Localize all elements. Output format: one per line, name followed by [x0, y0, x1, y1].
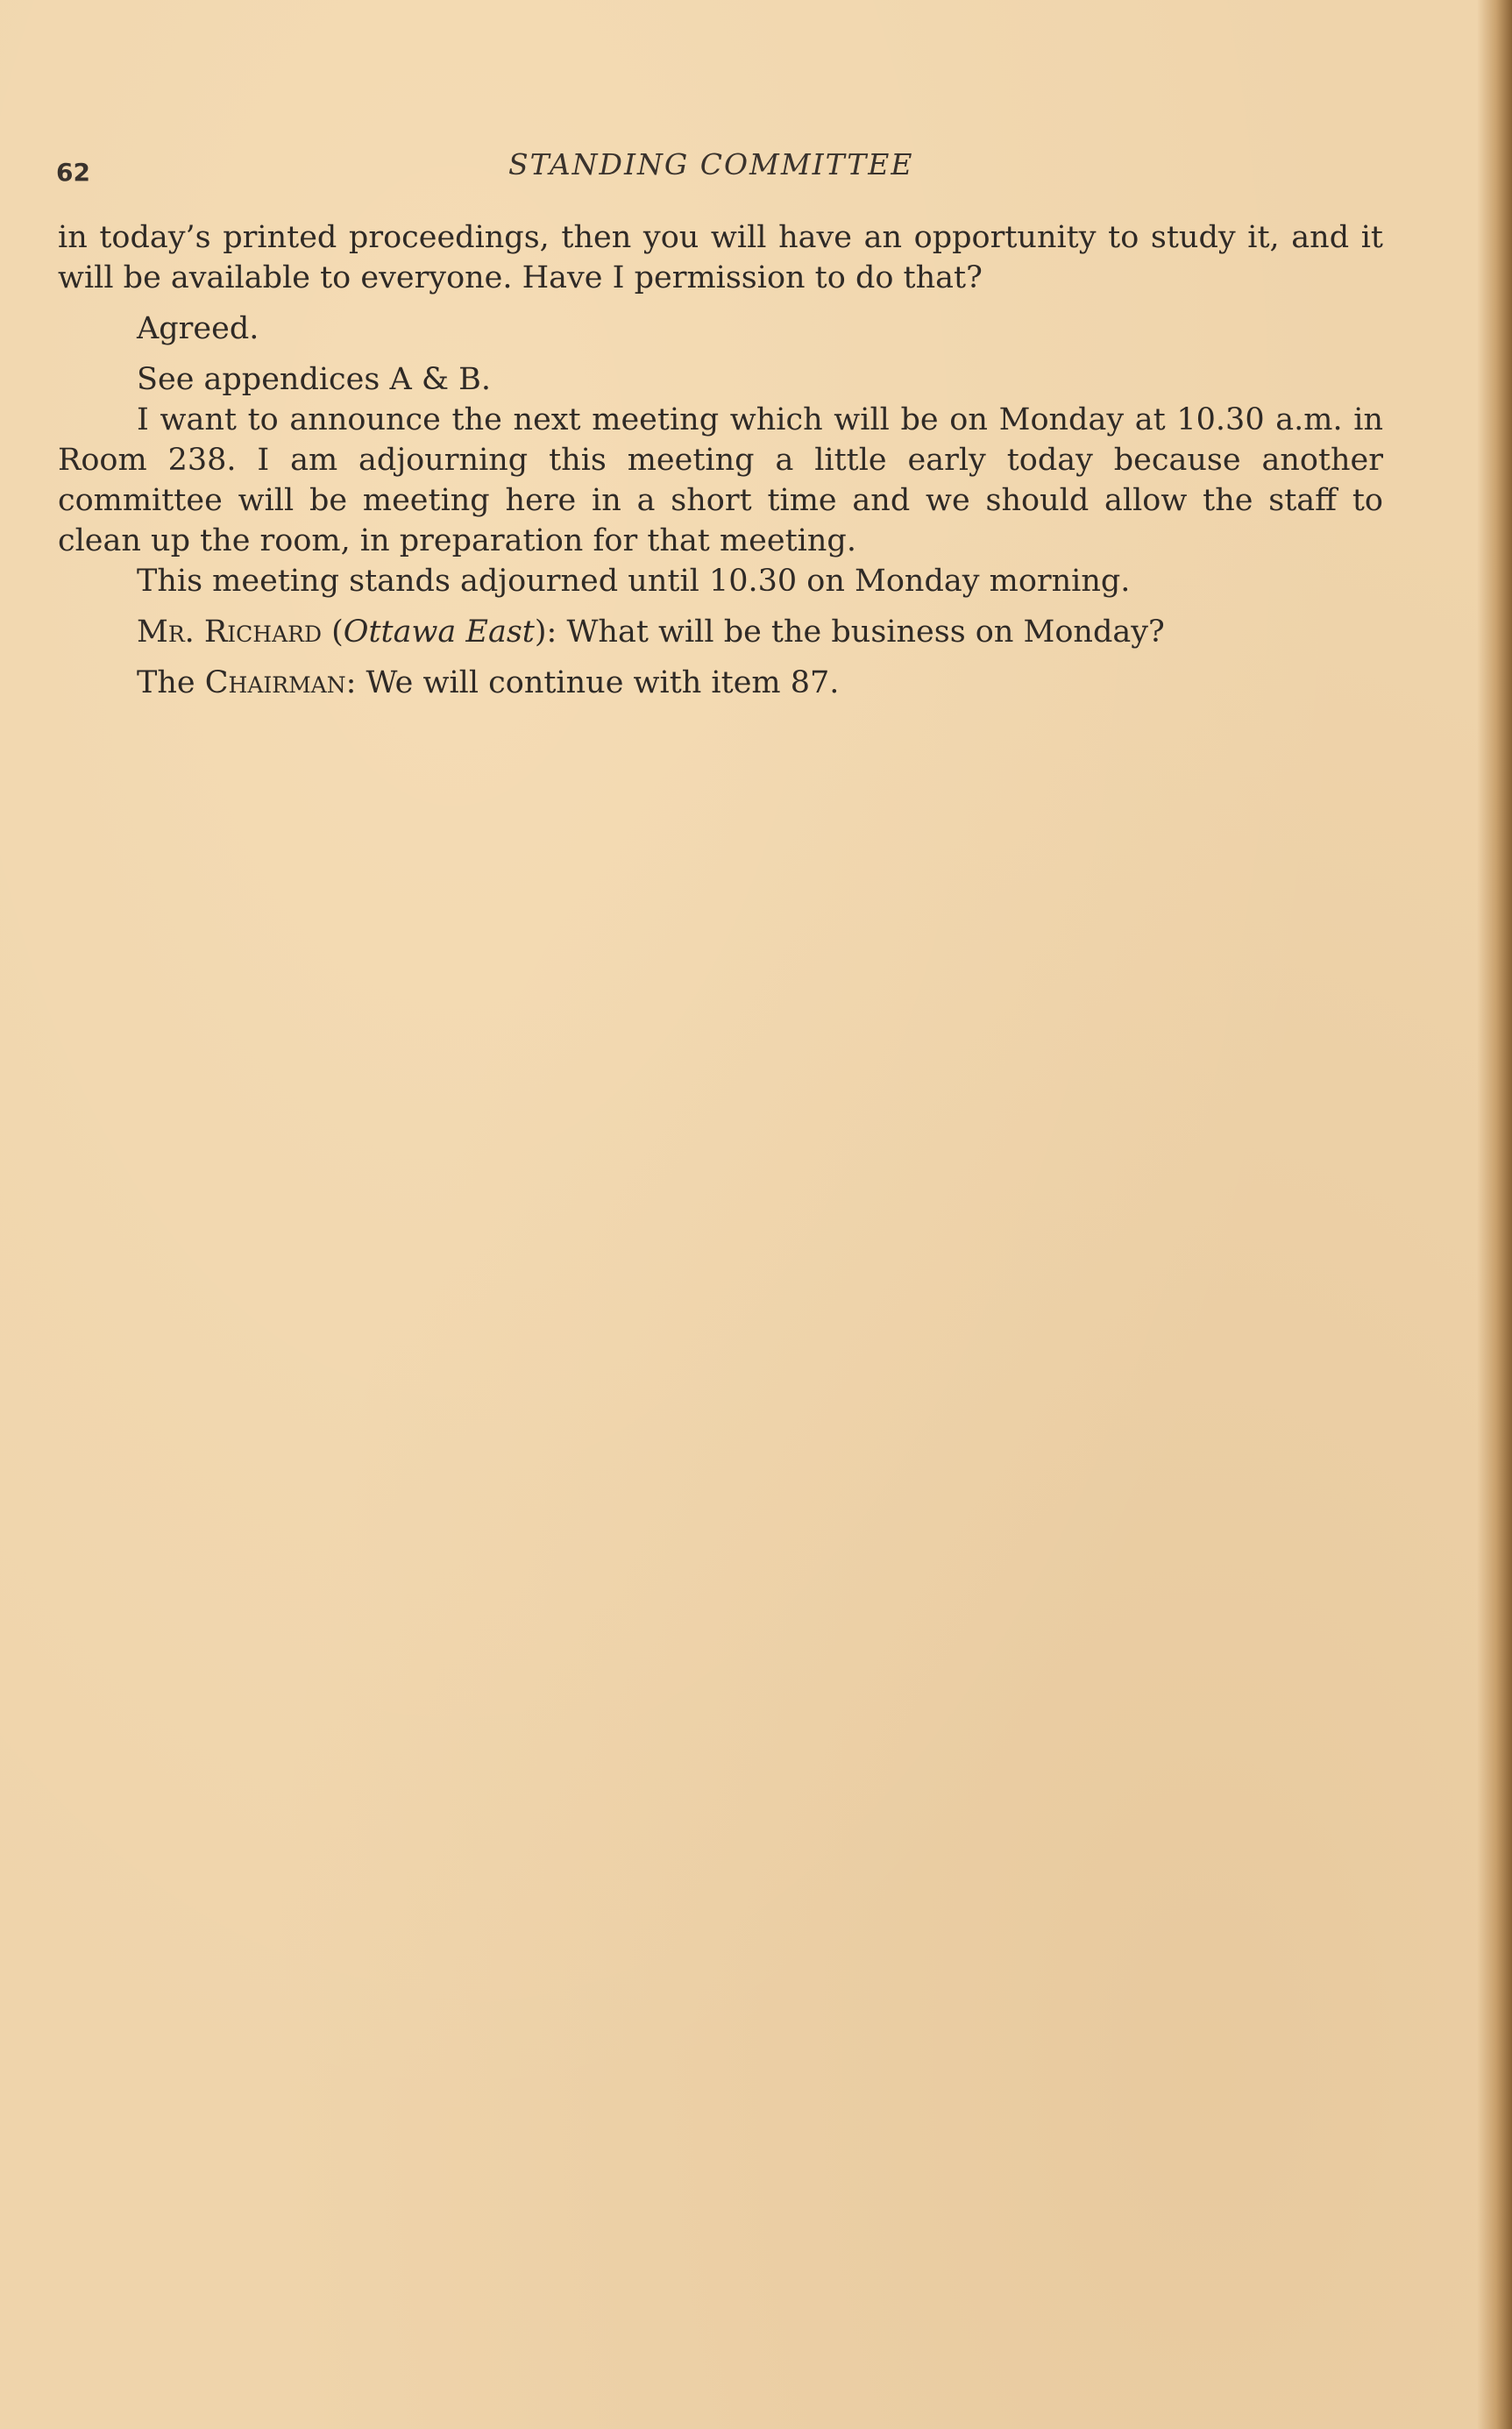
answer-text: We will continue with item 87.	[366, 665, 840, 700]
question-text: What will be the business on Monday?	[566, 614, 1165, 650]
chairman-label: Chairman	[204, 665, 346, 700]
paragraph-announcement: I want to announce the next meeting which will be on Monday at 10.30 a.m. in Room 238. I am adjourning this meeting a little early today because another committee will be meeting here in a short time and we should allow the staff to clean up the room, in preparation for that meeting.	[58, 402, 1383, 558]
book-spine-shadow	[1477, 0, 1512, 2429]
speaker-name: Mr. Richard	[137, 614, 322, 650]
running-title: STANDING COMMITTEE	[508, 147, 914, 181]
running-head	[53, 142, 1385, 186]
riding-name: Ottawa East	[343, 614, 535, 650]
paragraph-continuation: in today’s printed proceedings, then you will have an opportunity to study it, and it will be available to everyone. Have I permission to do that?	[58, 220, 1383, 295]
paragraph-adjournment: This meeting stands adjourned until 10.30 on Monday morning.	[137, 564, 1131, 599]
page-number: 62	[56, 158, 90, 187]
speaker-prefix: The	[137, 665, 205, 700]
riding-close: ):	[534, 614, 567, 650]
paragraph-answer	[58, 663, 1383, 703]
paragraph-question	[58, 612, 1383, 652]
paragraph-agreed: Agreed.	[137, 311, 259, 346]
body-text	[58, 217, 1383, 703]
riding-open: (	[322, 614, 344, 650]
answer-colon: :	[345, 665, 366, 700]
paragraph-appendices: See appendices A & B.	[137, 362, 491, 397]
